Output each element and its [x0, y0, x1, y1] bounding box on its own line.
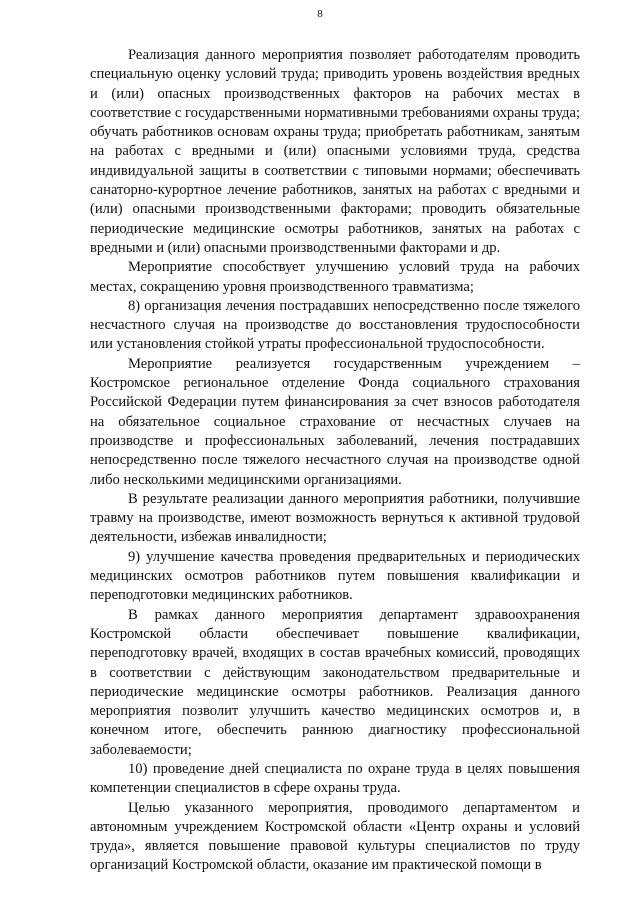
- paragraph: Мероприятие способствует улучшению условий труда на рабочих местах, сокращению уровня производственного травматизма;: [90, 259, 580, 295]
- list-item-8: 8) организация лечения пострадавших непосредственно после тяжелого несчастного случая на производстве до восстановления трудоспособности или установления стойкой утраты профессиональной трудоспособности.: [90, 297, 580, 353]
- list-item-9: 9) улучшение качества проведения предварительных и периодических медицинских осмотров работников путем повышения квалификации и переподготовки медицинских работников.: [90, 548, 580, 604]
- paragraph: В результате реализации данного мероприятия работники, получившие травму на производстве, имеют возможность вернуться к активной трудовой деятельности, избежав инвалидности;: [90, 490, 580, 546]
- list-item-10: 10) проведение дней специалиста по охране труда в целях повышения компетенции специалистов в сфере охраны труда.: [90, 760, 580, 797]
- page-number: 8: [317, 8, 323, 20]
- paragraph: Целью указанного мероприятия, проводимого департаментом и автономным учреждением Костромской области «Центр охраны и условий труда», является повышение правовой культуры специалистов по труду организаций Костромской области, оказание им практической помощи в: [90, 799, 580, 874]
- paragraph: В рамках данного мероприятия департамент здравоохранения Костромской области обеспечивает повышение квалификации, переподготовку врачей, входящих в состав врачебных комиссий, проводящих в соответствии с действующим законодательством предварительные и периодические медицинские осмотры работников. Реализация данного мероприятия позволит улучшить качество медицинских осмотров и, в конечном итоге, обеспечить раннюю диагностику профессиональной заболеваемости;: [90, 606, 580, 758]
- paragraph: Реализация данного мероприятия позволяет работодателям проводить специальную оценку условий труда; приводить уровень воздействия вредных и (или) опасных производственных факторов на рабочих местах в соответствие с государственными нормативными требованиями охраны труда; обучать работников основам охраны труда; приобретать работникам, занятым на работах с вредными и (или) опасными условиями труда, средства индивидуальной защиты в соответствии с типовыми нормами; обеспечивать санаторно-курортное лечение работников, занятых на работах с вредными и (или) опасными производственными факторами; проводить обязательные периодические медицинские осмотры работников, занятых на работах с вредными и (или) опасными производственными факторами и др.: [90, 47, 580, 256]
- body-text: [90, 46, 580, 876]
- paragraph: Мероприятие реализуется государственным учреждением – Костромское региональное отделение Фонда социального страхования Российской Федерации путем финансирования за счет взносов работодателя на обязательное социальное страхование от несчастных случаев на производстве и профессиональных заболеваний, лечения пострадавших непосредственно после тяжелого несчастного случая на производстве одной либо несколькими медицинскими организациями.: [90, 355, 580, 488]
